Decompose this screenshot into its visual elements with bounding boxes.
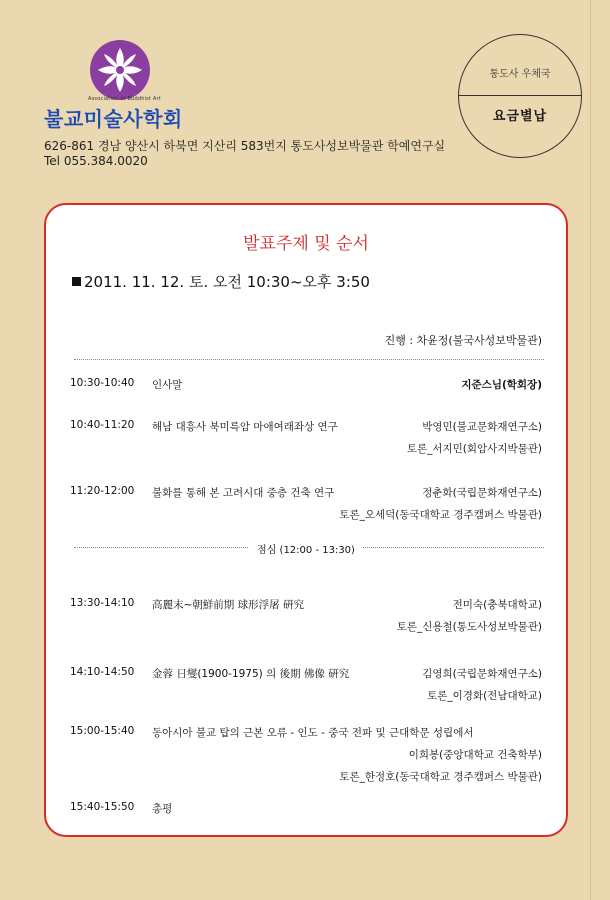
session-topic: 인사말 bbox=[152, 379, 183, 391]
session-discussant: 토론_이경화(전남대학교) bbox=[427, 690, 542, 702]
stamp-fee-paid: 요금별납 bbox=[492, 109, 548, 124]
session-topic: 불화를 통해 본 고려시대 중층 건축 연구 bbox=[152, 487, 335, 499]
postage-stamp bbox=[458, 34, 582, 158]
session-time: 10:40-11:20 bbox=[70, 419, 135, 431]
program-date: 2011. 11. 12. 토. 오전 10:30~오후 3:50 bbox=[72, 271, 370, 292]
moderator: 진행 : 차윤정(불국사성보박물관) bbox=[384, 334, 542, 347]
session-topic: 金蓉 日燮(1900-1975) 의 後期 佛像 硏究 bbox=[152, 668, 350, 680]
org-name: 불교미술사학회 bbox=[44, 107, 183, 131]
session-presenter: 정춘화(국립문화재연구소) bbox=[422, 487, 542, 499]
session-presenter: 이희봉(중앙대학교 건축학부) bbox=[408, 749, 542, 761]
logo-caption: Association of Buddhist Art bbox=[88, 96, 161, 102]
session-topic: 동아시아 불교 탑의 근본 오류 - 인도 - 중국 전파 및 근대학문 성립에서 bbox=[152, 727, 474, 739]
session-topic: 해남 대흥사 북미륵암 마애여래좌상 연구 bbox=[152, 421, 338, 433]
session-topic: 총평 bbox=[152, 803, 173, 815]
fold-line bbox=[590, 0, 591, 900]
telephone: Tel 055.384.0020 bbox=[44, 154, 148, 168]
session-discussant: 토론_서지민(회암사지박물관) bbox=[406, 443, 542, 455]
session-time: 10:30-10:40 bbox=[70, 377, 135, 389]
session-discussant: 토론_한정호(동국대학교 경주캠퍼스 박물관) bbox=[339, 771, 542, 783]
program-title: 발표주제 및 순서 bbox=[243, 234, 369, 254]
session-time: 14:10-14:50 bbox=[70, 666, 135, 678]
program-card bbox=[44, 203, 568, 837]
divider bbox=[74, 359, 544, 360]
square-bullet-icon bbox=[72, 277, 81, 286]
lunch-break: 점심 (12:00 - 13:30) bbox=[46, 541, 566, 556]
session-presenter: 박영민(불교문화재연구소) bbox=[422, 421, 542, 433]
session-time: 11:20-12:00 bbox=[70, 485, 135, 497]
stamp-post-office: 통도사 우체국 bbox=[489, 69, 551, 80]
session-presenter: 김영희(국립문화재연구소) bbox=[422, 668, 542, 680]
session-discussant: 토론_오세덕(동국대학교 경주캠퍼스 박물관) bbox=[339, 509, 542, 521]
session-time: 15:00-15:40 bbox=[70, 725, 135, 737]
session-time: 13:30-14:10 bbox=[70, 597, 135, 609]
lotus-logo-icon bbox=[88, 38, 152, 102]
stamp-divider bbox=[459, 95, 581, 96]
session-presenter: 전미숙(충북대학교) bbox=[452, 599, 542, 611]
session-topic: 高麗末~朝鮮前期 球形浮屠 硏究 bbox=[152, 599, 304, 611]
session-time: 15:40-15:50 bbox=[70, 801, 135, 813]
session-presenter: 지준스님(학회장) bbox=[461, 379, 542, 391]
session-discussant: 토론_신용철(통도사성보박물관) bbox=[396, 621, 542, 633]
address: 626-861 경남 양산시 하북면 지산리 583번지 통도사성보박물관 학예연구실 bbox=[44, 139, 446, 153]
